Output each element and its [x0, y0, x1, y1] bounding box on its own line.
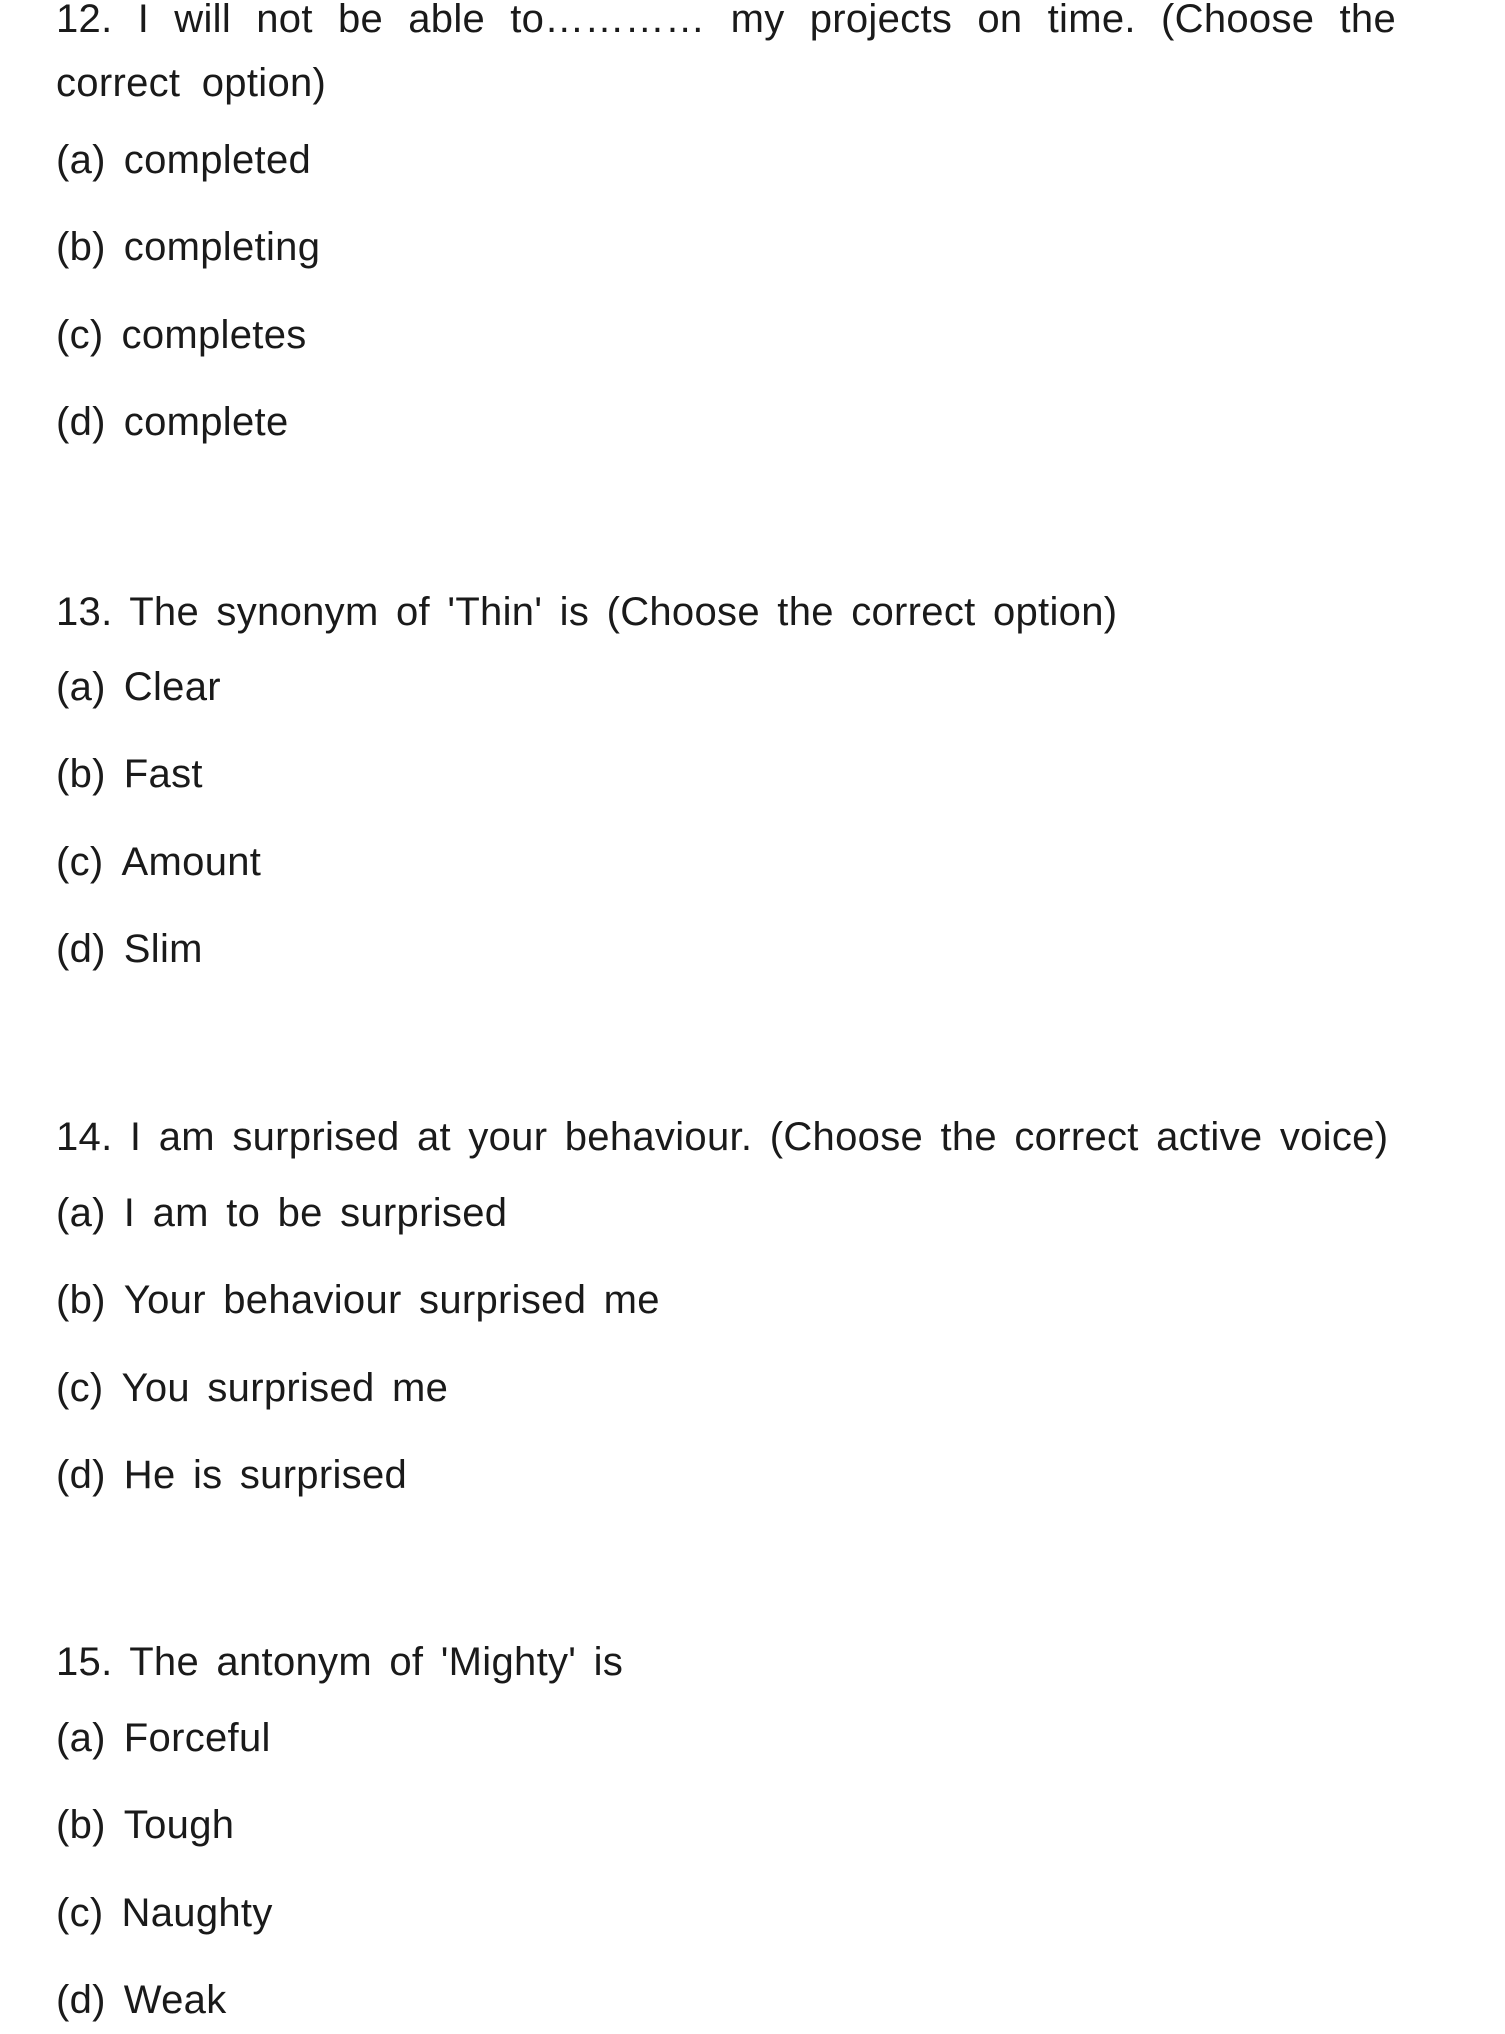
option-d — [56, 924, 203, 974]
option-b — [56, 1800, 234, 1850]
option-text: He is surprised — [123, 1453, 408, 1497]
option-a — [56, 662, 221, 712]
option-letter: (d) — [56, 400, 106, 444]
option-letter: (c) — [56, 1366, 104, 1410]
option-c — [56, 1888, 273, 1938]
option-c — [56, 1363, 448, 1413]
option-text: completed — [123, 138, 312, 182]
question-text: 12. I will not be able to………… my projects on time. (Choose the correct option) — [56, 0, 1396, 105]
option-d — [56, 397, 289, 447]
option-letter: (b) — [56, 752, 106, 796]
question-text: 13. The synonym of 'Thin' is (Choose the correct option) — [56, 590, 1118, 634]
option-letter: (a) — [56, 1191, 106, 1235]
question-13 — [56, 580, 1456, 971]
option-letter: (b) — [56, 225, 106, 269]
question-text: 14. I am surprised at your behaviour. (Choose the correct active voice) — [56, 1115, 1389, 1159]
option-a — [56, 1713, 271, 1763]
option-text: Amount — [121, 840, 262, 884]
option-text: Fast — [123, 752, 203, 796]
option-letter: (c) — [56, 1891, 104, 1935]
option-b — [56, 1275, 660, 1325]
option-b — [56, 222, 320, 272]
option-text: I am to be surprised — [123, 1191, 508, 1235]
option-a — [56, 135, 311, 185]
option-text: complete — [123, 400, 289, 444]
option-c — [56, 837, 261, 887]
option-a — [56, 1188, 507, 1238]
option-letter: (d) — [56, 927, 106, 971]
option-text: Slim — [123, 927, 203, 971]
option-letter: (a) — [56, 1716, 106, 1760]
option-letter: (a) — [56, 665, 106, 709]
option-d — [56, 1975, 227, 2025]
option-text: Weak — [123, 1978, 227, 2022]
option-text: Naughty — [121, 1891, 273, 1935]
option-text: Clear — [123, 665, 221, 709]
question-12 — [56, 0, 1456, 444]
option-text: completes — [121, 313, 307, 357]
option-text: Forceful — [123, 1716, 271, 1760]
option-letter: (b) — [56, 1278, 106, 1322]
option-text: completing — [123, 225, 321, 269]
option-b — [56, 749, 203, 799]
option-letter: (d) — [56, 1453, 106, 1497]
option-letter: (c) — [56, 840, 104, 884]
question-14 — [56, 1105, 1456, 1497]
option-text: You surprised me — [121, 1366, 449, 1410]
option-letter: (a) — [56, 138, 106, 182]
option-c — [56, 310, 307, 360]
question-text: 15. The antonym of 'Mighty' is — [56, 1640, 624, 1684]
option-d — [56, 1450, 407, 1500]
option-letter: (c) — [56, 313, 104, 357]
option-letter: (b) — [56, 1803, 106, 1847]
option-text: Tough — [123, 1803, 235, 1847]
option-letter: (d) — [56, 1978, 106, 2022]
question-15 — [56, 1630, 1456, 2022]
option-text: Your behaviour surprised me — [123, 1278, 660, 1322]
